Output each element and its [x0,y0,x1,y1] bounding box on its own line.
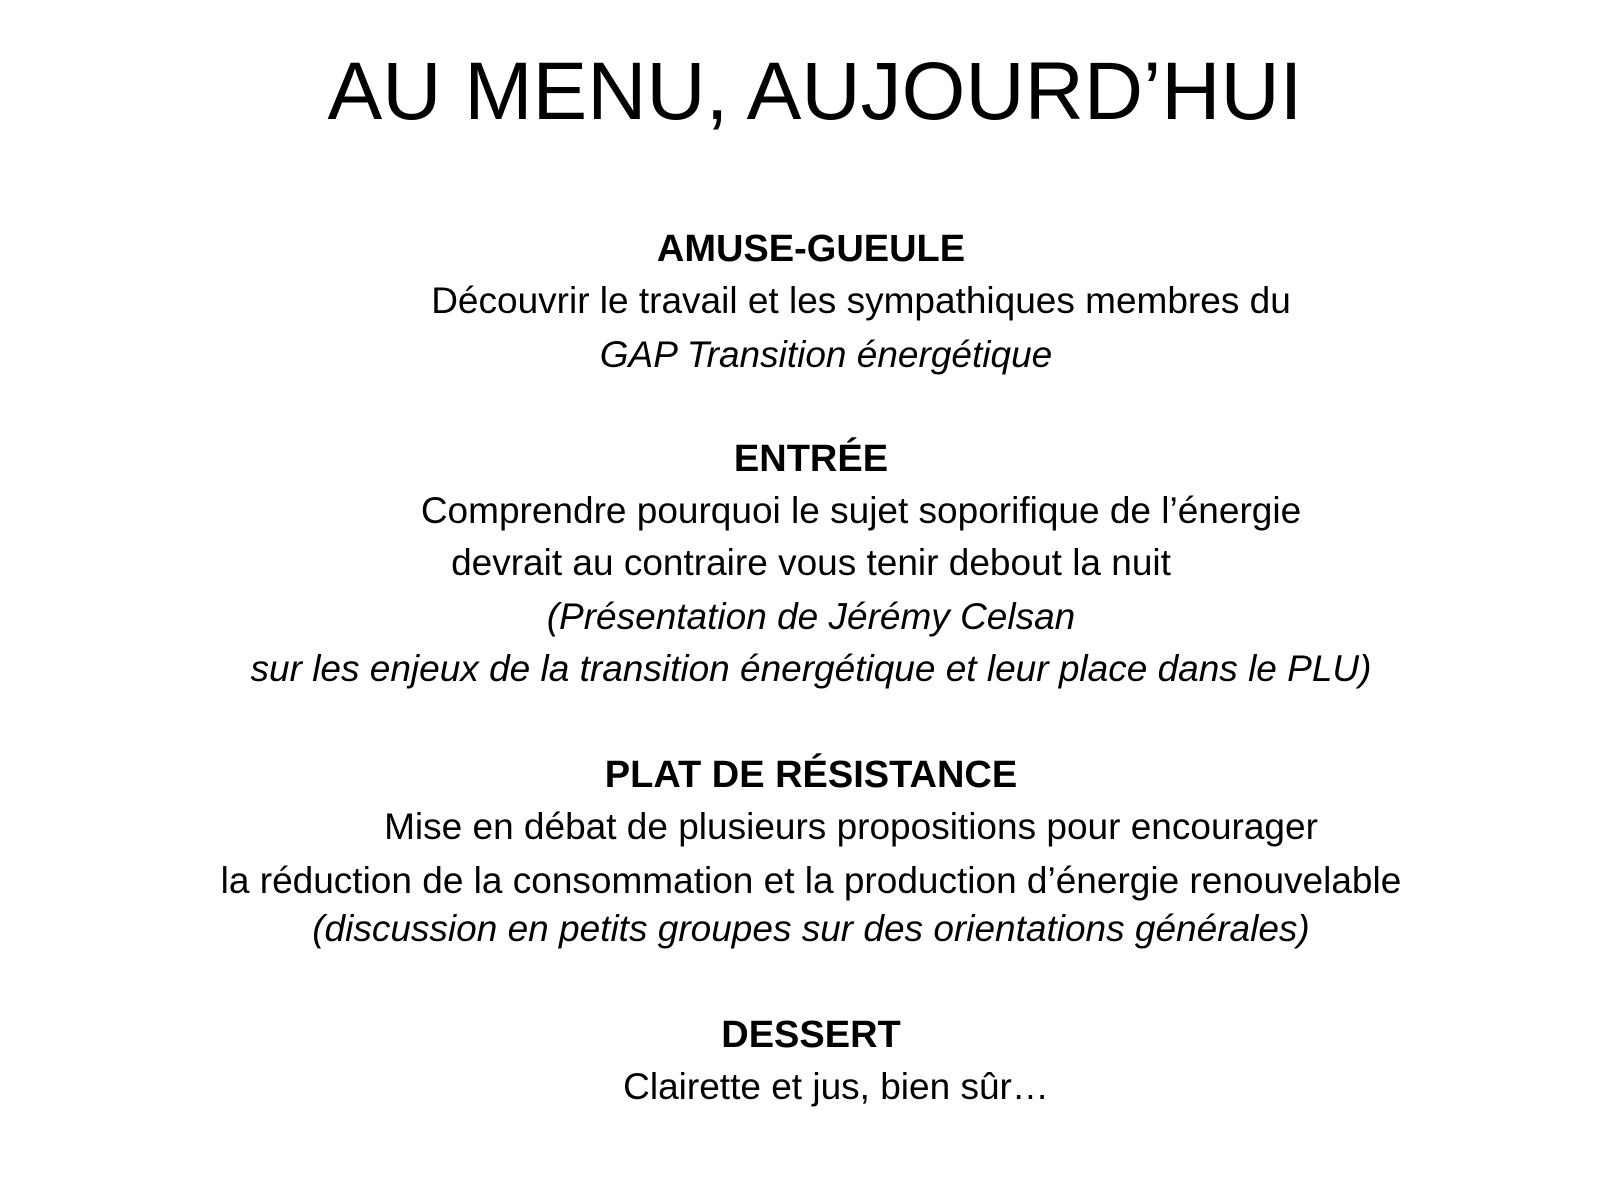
page-title: AU MENU, AUJOURD’HUI [327,46,1303,137]
plat-line-2: la réduction de la consommation et la production d’énergie renouvelable [220,860,1402,901]
section-heading-plat-de-resistance: PLAT DE RÉSISTANCE [604,754,1018,796]
entree-line-2: devrait au contraire vous tenir debout la nuit [451,542,1171,583]
plat-line-3: (discussion en petits groupes sur des orientations générales) [312,908,1310,949]
section-heading-entree: ENTRÉE [733,438,889,480]
amuse-gueule-line-1: Découvrir le travail et les sympathiques membres du [431,280,1291,321]
dessert-line-1: Clairette et jus, bien sûr… [623,1066,1049,1107]
entree-line-3: (Présentation de Jérémy Celsan [546,596,1076,637]
amuse-gueule-line-2: GAP Transition énergétique [599,334,1053,375]
section-heading-amuse-gueule: AMUSE-GUEULE [656,228,966,270]
entree-line-4: sur les enjeux de la transition énergétique et leur place dans le PLU) [250,648,1372,689]
plat-line-1: Mise en débat de plusieurs propositions pour encourager [384,806,1318,847]
entree-line-1: Comprendre pourquoi le sujet soporifique de l’énergie [420,490,1302,531]
section-heading-dessert: DESSERT [721,1014,901,1056]
